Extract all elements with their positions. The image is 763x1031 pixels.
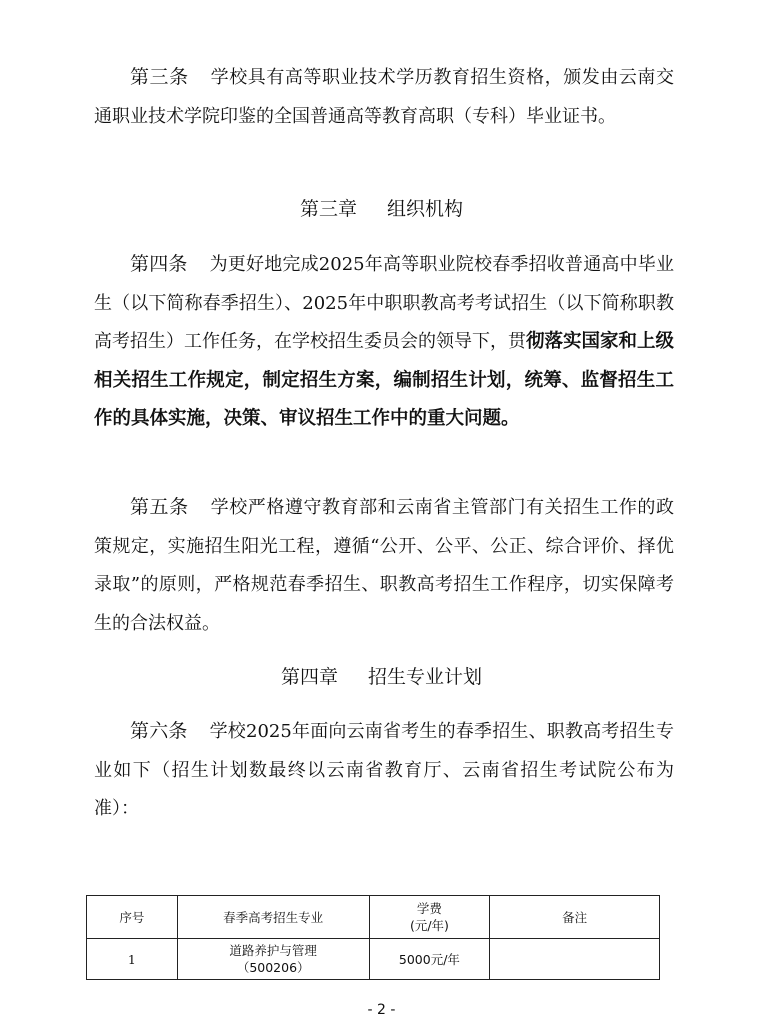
- row-fee: 5000元/年: [369, 939, 490, 980]
- header-note: 备注: [490, 896, 660, 939]
- chapter-3-heading: [0, 194, 763, 221]
- article-5-label: 第五条: [130, 496, 189, 518]
- article-4: [94, 245, 674, 439]
- table-row: [87, 939, 660, 980]
- chapter-3-title: 组织机构: [387, 198, 464, 220]
- header-fee-line1: 学费: [416, 901, 442, 916]
- article-5: [94, 488, 674, 643]
- page-number: - 2 -: [367, 1002, 396, 1018]
- row-major-name: 道路养护与管理: [229, 943, 317, 958]
- header-major: 春季高考招生专业: [177, 896, 369, 939]
- article-4-bold-text: 彻落实国家和上级相关招生工作规定，制定招生方案，编制招生计划，统筹、监督招生工作的具体实施，决策、审议招生工作中的重大问题。: [94, 331, 675, 429]
- article-5-text: 学校严格遵守教育部和云南省主管部门有关招生工作的政策规定，实施招生阳光工程，遵循“公开、公平、公正、综合评价、择优录取”的原则，严格规范春季招生、职教高考招生工作程序，切实保障考生的合法权益。: [94, 497, 674, 634]
- article-6-label: 第六条: [130, 720, 188, 742]
- article-4-text: 为更好地完成2025年高等职业院校春季招收普通高中毕业生（以下简称春季招生）、2025年中职职教高考考试招生（以下简称职教高考招生）工作任务，在学校招生委员会的领导下，贯: [94, 254, 674, 352]
- enrollment-plan-table: [86, 895, 660, 980]
- header-index: 序号: [87, 896, 178, 939]
- header-fee: [369, 896, 490, 939]
- chapter-3-number: 第三章: [299, 198, 357, 220]
- article-4-label: 第四条: [130, 253, 188, 275]
- article-3-text: 学校具有高等职业技术学历教育招生资格，颁发由云南交通职业技术学院印鉴的全国普通高等教育高职（专科）毕业证书。: [94, 67, 674, 127]
- article-3: [94, 58, 674, 136]
- row-major-code: （500206）: [236, 960, 310, 975]
- article-6: [94, 712, 674, 829]
- article-6-text: 学校2025年面向云南省考生的春季招生、职教高考招生专业如下（招生计划数最终以云南省教育厅、云南省招生考试院公布为准）：: [94, 721, 674, 819]
- header-fee-line2: (元/年): [409, 918, 449, 933]
- row-note: [490, 939, 660, 980]
- article-3-label: 第三条: [130, 66, 189, 88]
- table-header-row: [87, 896, 660, 939]
- row-major: [177, 939, 369, 980]
- row-index: 1: [87, 939, 178, 980]
- chapter-4-heading: [0, 662, 763, 689]
- chapter-4-number: 第四章: [280, 666, 338, 688]
- chapter-4-title: 招生专业计划: [368, 666, 483, 688]
